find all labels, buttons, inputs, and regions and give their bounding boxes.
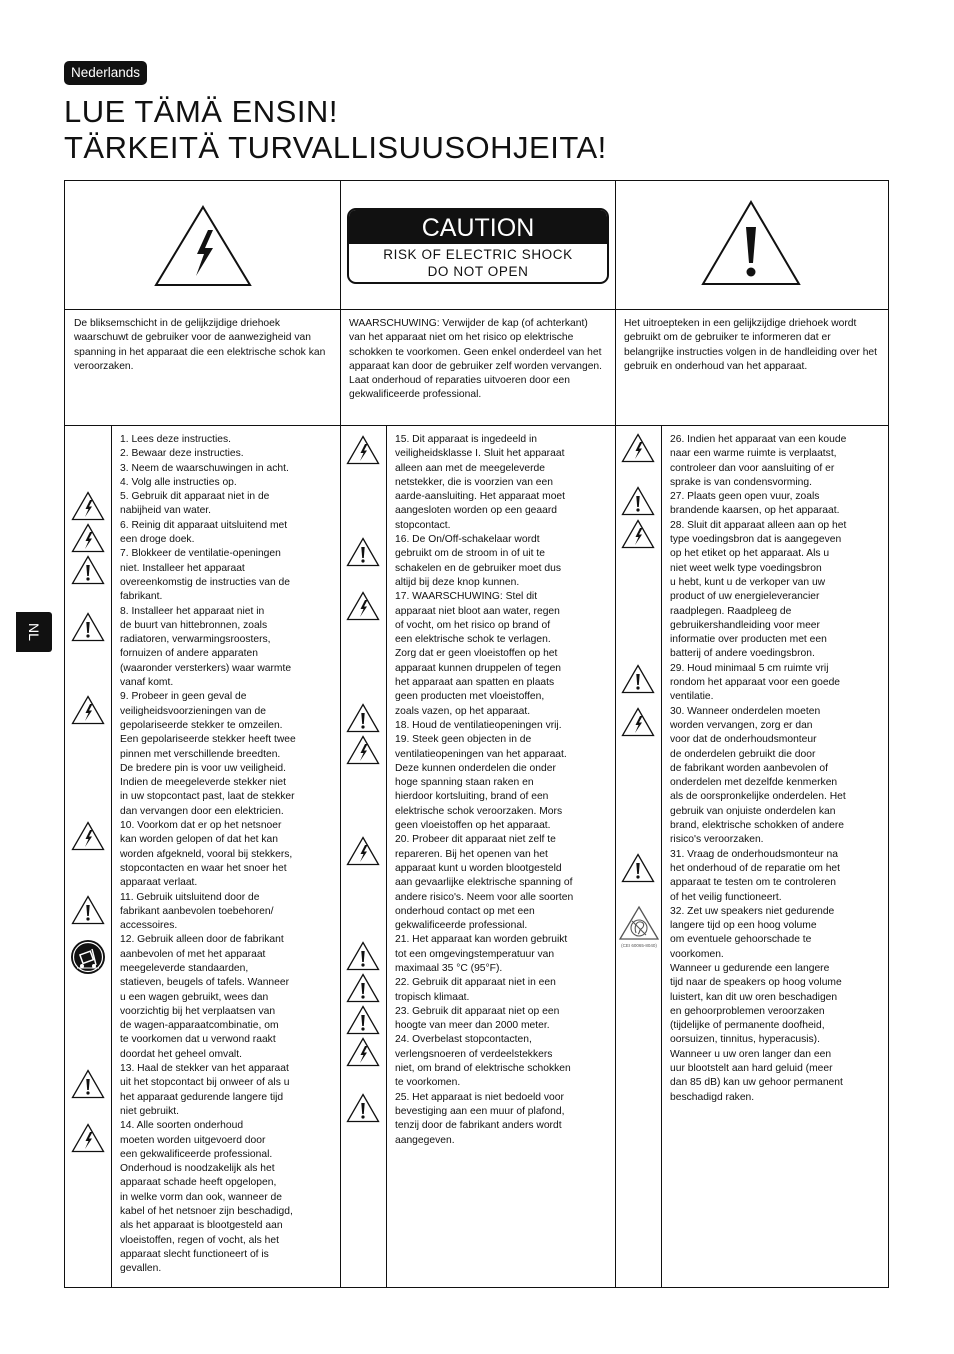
caution-heading: CAUTION xyxy=(349,210,607,244)
instruction-line: 16. De On/Off-schakelaar wordt xyxy=(395,534,540,546)
lightning-warning-icon xyxy=(346,435,380,465)
instruction-line: (waaronder versterkers) waar warmte xyxy=(120,662,292,674)
instruction-line: alleen aan met de meegeleverde xyxy=(395,462,545,474)
instruction-line: Een gepolariseerde stekker heeft twee xyxy=(120,734,296,746)
instruction-line: 8. Installeer het apparaat niet in xyxy=(120,605,265,617)
instruction-line: gebruikt om de stroom in of uit te xyxy=(395,548,545,560)
instruction-line: apparaat te testen om te controleren xyxy=(670,877,836,889)
instruction-line: altijd bij deze knop kunnen. xyxy=(395,576,520,588)
instruction-line: 30. Wanneer onderdelen moeten xyxy=(670,705,821,717)
caution-description: WAARSCHUWING: Verwijder de kap (of achterkant) van het apparaat niet om het risico op elektrische schokken te voorkomen. Geen enkel onderdeel van het apparaat kan door de gebruiker zelf worden vervangen. Laat onderhoud of reparaties uitvoeren door een gekwalificeerde professional. xyxy=(349,318,603,401)
instruction-line: aangesloten worden op een geaard xyxy=(395,505,558,517)
instruction-line: rondom het apparaat voor een goede xyxy=(670,677,841,689)
instructions-column-2 xyxy=(395,433,613,1148)
instruction-line: te voorkomen. xyxy=(395,1077,461,1089)
instruction-line: veiligheidsvoorzieningen van de xyxy=(120,705,266,717)
instruction-line: 23. Gebruik dit apparaat niet op een xyxy=(395,1005,560,1017)
instruction-line: aarde-aansluiting. Het apparaat moet xyxy=(395,491,566,503)
instruction-line: 20. Probeer dit apparaat niet zelf te xyxy=(395,834,556,846)
instruction-line: 7. Blokkeer de ventilatie-openingen xyxy=(120,548,281,560)
instruction-line: niet, om brand of elektrische schokken xyxy=(395,1063,571,1075)
instruction-line: bevestiging aan een muur of plafond, xyxy=(395,1105,565,1117)
row-divider xyxy=(65,425,888,426)
instruction-line: geen vloeistoffen op het apparaat. xyxy=(395,820,551,832)
icon-column-divider xyxy=(386,425,387,1287)
instruction-line: de fabrikant worden aanbevolen of xyxy=(670,762,828,774)
exclamation-symbol-description: Het uitroepteken in een gelijkzijdige driehoek wordt gebruikt om de gebruiker te informeren dat er belangrijke instructies volgen in de handleiding over het gebruik en onderhoud van het apparaat. xyxy=(624,318,878,372)
instruction-line: 10. Voorkom dat er op het netsnoer xyxy=(120,820,282,832)
instruction-line: te voorkomen dat u verwond raakt xyxy=(120,1034,276,1046)
instruction-line: 12. Gebruik alleen door de fabrikant xyxy=(120,934,284,946)
hearing-icon-caption: (CEI 60065-8040) xyxy=(621,943,657,948)
lightning-warning-icon xyxy=(346,735,380,765)
instruction-line: schakelen en de gebruiker moet dus xyxy=(395,562,561,574)
safety-table xyxy=(64,180,889,1288)
instruction-line: kabel of het netsnoer zijn beschadigd, xyxy=(120,1206,293,1218)
instruction-line: als de oorspronkelijke onderdelen. Het xyxy=(670,791,846,803)
instruction-line: nabijheid van water. xyxy=(120,505,212,517)
instruction-line: 3. Neem de waarschuwingen in acht. xyxy=(120,462,289,474)
instruction-line: onderdelen met dezelfde kenmerken xyxy=(670,777,838,789)
instruction-line: hierdoor kortsluiting, brand of een xyxy=(395,791,549,803)
instruction-line: type voedingsbron dat is aangegeven xyxy=(670,534,842,546)
instruction-line: 22. Gebruik dit apparaat niet in een xyxy=(395,977,556,989)
instruction-line: 26. Indien het apparaat van een koude xyxy=(670,434,847,445)
instruction-line: oorsuizen, tinnitus, hyperacusis). xyxy=(670,1034,820,1046)
instructions-column-1 xyxy=(120,433,335,1277)
instruction-line: elektrische schok veroorzaken. Mors xyxy=(395,805,563,817)
instruction-line: brandende kaarsen, op het apparaat. xyxy=(670,505,840,517)
instruction-line: apparaat verlaat. xyxy=(120,877,198,889)
instruction-line: tot een omgevingstemperatuur van xyxy=(395,948,555,960)
instruction-line: het onderhoud of de reparatie om het xyxy=(670,862,841,874)
instruction-line: gekwalificeerde professional. xyxy=(395,920,528,932)
instruction-line: niet. Installeer het apparaat xyxy=(120,562,245,574)
instruction-line: vloeistoffen, regen of vocht, als het xyxy=(120,1234,279,1246)
instruction-line: het apparaat gedurende langere tijd xyxy=(120,1091,284,1103)
instruction-line: de wagen-apparaatcombinatie, om xyxy=(120,1020,279,1032)
instruction-line: repareren. Bij het openen van het xyxy=(395,848,548,860)
instruction-line: apparaat schade heeft opgelopen, xyxy=(120,1177,277,1189)
instruction-line: aangegeven. xyxy=(395,1134,455,1146)
instruction-line: tropisch klimaat. xyxy=(395,991,470,1003)
exclamation-warning-icon xyxy=(346,537,380,567)
exclamation-warning-icon xyxy=(700,199,802,287)
side-language-tab: NL xyxy=(16,612,52,652)
instruction-line: worden afgeknеld, vooral bij stekkers, xyxy=(120,848,293,860)
instruction-line: 2. Bewaar deze instructies. xyxy=(120,448,244,460)
instruction-line: overeenkomstig de instructies van de xyxy=(120,576,290,588)
instruction-line: 17. WAARSCHUWING: Stel dit xyxy=(395,591,538,603)
row-divider xyxy=(65,309,888,310)
instruction-line: 11. Gebruik uitsluitend door de xyxy=(120,891,260,903)
instruction-line: uur blootstelt aan hard geluid (meer xyxy=(670,1063,833,1075)
instruction-line: veiligheidsklasse I. Sluit het apparaat xyxy=(395,448,565,460)
lightning-warning-icon xyxy=(71,695,105,725)
exclamation-warning-icon xyxy=(346,941,380,971)
instruction-line: u hebt, kunt u de verkoper van uw xyxy=(670,576,826,588)
instruction-line: of het veilig functioneert. xyxy=(670,891,782,903)
instruction-line: 1. Lees deze instructies. xyxy=(120,434,232,445)
instruction-line: stopcontacten en waar het snoer het xyxy=(120,862,287,874)
exclamation-warning-icon xyxy=(71,895,105,925)
instruction-line: gepolariseerde stekker te omzeilen. xyxy=(120,719,283,731)
instruction-line: gebruik van onjuiste onderdelen kan xyxy=(670,805,836,817)
instruction-line: raadplegen. Raadpleeg de xyxy=(670,605,792,617)
instruction-line: pinnen met verschillende breedten. xyxy=(120,748,281,760)
lightning-warning-icon xyxy=(71,491,105,521)
instruction-line: netstekker, die is voorzien van een xyxy=(395,476,553,488)
instruction-line: voorzichtig bij het verplaatsen van xyxy=(120,1005,276,1017)
instruction-line: 28. Sluit dit apparaat alleen aan op het xyxy=(670,519,847,531)
exclamation-warning-icon xyxy=(346,703,380,733)
instruction-line: gebruikershandleiding voor meer xyxy=(670,619,820,631)
instruction-line: vanaf komt. xyxy=(120,677,174,689)
instruction-line: fabrikant aanbevolen toebehoren/ xyxy=(120,905,274,917)
instruction-line: zoals vazen, op het apparaat. xyxy=(395,705,531,717)
icon-column-divider xyxy=(661,425,662,1287)
instruction-line: Wanneer u uw oren langer dan een xyxy=(670,1048,832,1060)
instruction-line: 15. Dit apparaat is ingedeeld in xyxy=(395,434,537,445)
instruction-line: een gekwalificeerde professional. xyxy=(120,1148,273,1160)
instruction-line: 4. Volg alle instructies op. xyxy=(120,476,237,488)
instruction-line: langere tijd op een hoog volume xyxy=(670,920,817,932)
instruction-line: brand, elektrische schokken of andere xyxy=(670,820,845,832)
page-title xyxy=(64,94,607,166)
lightning-warning-icon xyxy=(71,821,105,851)
instruction-line: in welke vorm dan ook, wanneer de xyxy=(120,1191,282,1203)
lightning-warning-icon xyxy=(71,523,105,553)
instruction-line: of vocht, om het risico op brand of xyxy=(395,619,551,631)
instruction-line: 5. Gebruik dit apparaat niet in de xyxy=(120,491,270,503)
instruction-line: verlengsnoeren of verdeelstekkers xyxy=(395,1048,553,1060)
column-divider xyxy=(340,181,341,1287)
exclamation-warning-icon xyxy=(621,664,655,694)
instruction-line: (tijdelijke of permanente doofheid, xyxy=(670,1020,825,1032)
instruction-line: om eventuele gehoorschade te xyxy=(670,934,812,946)
instruction-line: in uw stopcontact past, laat de stekker xyxy=(120,791,295,803)
instruction-line: ventilatie. xyxy=(670,691,714,703)
instruction-line: gevallen. xyxy=(120,1263,162,1275)
instruction-line: 19. Steek geen objecten in de xyxy=(395,734,532,746)
instruction-line: 25. Het apparaat is niet bedoeld voor xyxy=(395,1091,564,1103)
exclamation-warning-icon xyxy=(621,486,655,516)
instruction-line: meegeleverde standaarden, xyxy=(120,962,249,974)
instruction-line: controleer dan voor aansluiting of er xyxy=(670,462,835,474)
lightning-warning-icon xyxy=(346,1037,380,1067)
instruction-line: 29. Houd minimaal 5 cm ruimte vrij xyxy=(670,662,829,674)
instruction-line: aan gevaarlijke elektrische spanning of xyxy=(395,877,573,889)
instruction-line: fornuizen of andere apparaten xyxy=(120,648,258,660)
instruction-line: en gehoorproblemen veroorzaken xyxy=(670,1005,825,1017)
instruction-line: product of uw energieleverancier xyxy=(670,591,820,603)
instruction-line: moeten worden uitgevoerd door xyxy=(120,1134,266,1146)
instruction-line: Indien de meegeleverde stekker niet xyxy=(120,777,286,789)
instruction-line: niet gebruikt. xyxy=(120,1105,179,1117)
exclamation-warning-icon xyxy=(346,1093,380,1123)
instruction-line: fabrikant. xyxy=(120,591,163,603)
instruction-line: risico's veroorzaken. xyxy=(670,834,764,846)
instruction-line: hoogte van meer dan 2000 meter. xyxy=(395,1020,550,1032)
lightning-warning-icon xyxy=(71,1123,105,1153)
instruction-line: tenzij door de fabrikant anders wordt xyxy=(395,1120,562,1132)
lightning-symbol-description: De bliksemschicht in de gelijkzijdige driehoek waarschuwt de gebruiker voor de aanwezigheid van spanning in het apparaat die een elektrische schok kan veroorzaken. xyxy=(74,318,326,372)
title-line-2: TÄRKEITÄ TURVALLISUUSOHJEITA! xyxy=(64,130,607,165)
caution-subtext: RISK OF ELECTRIC SHOCK DO NOT OPEN xyxy=(383,247,573,279)
instruction-line: op het etiket op het apparaat. Als u xyxy=(670,548,830,560)
instruction-line: 27. Plaats geen open vuur, zoals xyxy=(670,491,820,503)
instruction-line: hoge spanning staan raken en xyxy=(395,777,534,789)
exclamation-warning-icon xyxy=(346,1005,380,1035)
lightning-warning-icon xyxy=(621,707,655,737)
instruction-line: u een wagen gebruikt, wees dan xyxy=(120,991,269,1003)
instruction-line: onderhoud contact op met een xyxy=(395,905,535,917)
instruction-line: statieven, beugels of tafels. Wanneer xyxy=(120,977,290,989)
instruction-line: radiatoren, verwarmingsroosters, xyxy=(120,634,271,646)
instruction-line: ventilatieopeningen van het apparaat. xyxy=(395,748,567,760)
instruction-line: apparaat kunt u worden blootgesteld xyxy=(395,862,562,874)
instruction-line: Zorg dat er geen vloeistoffen op het xyxy=(395,648,558,660)
instruction-line: apparaat kunnen druppelen of tegen xyxy=(395,662,562,674)
instruction-line: een droge doek. xyxy=(120,534,195,546)
exclamation-warning-icon xyxy=(71,612,105,642)
instruction-line: andere risico's. Neem voor alle soorten xyxy=(395,891,574,903)
no-cart-tipover-icon xyxy=(70,939,106,975)
instruction-line: dan 85 dB) kan uw gehoor permanent xyxy=(670,1077,843,1089)
exclamation-warning-icon xyxy=(346,973,380,1003)
caution-label xyxy=(347,208,609,284)
instruction-line: 21. Het apparaat kan worden gebruikt xyxy=(395,934,568,946)
instruction-line: beschadigd raken. xyxy=(670,1091,755,1103)
instruction-line: tijd naar de speakers op hoog volume xyxy=(670,977,842,989)
lightning-warning-icon xyxy=(621,433,655,463)
language-badge: Nederlands xyxy=(64,61,147,85)
instruction-line: Wanneer u gedurende een langere xyxy=(670,962,830,974)
instruction-line: accessoires. xyxy=(120,920,178,932)
instruction-line: dan vervangen door een elektricien. xyxy=(120,805,284,817)
instruction-line: niet weet welk type voedingsbron xyxy=(670,562,822,574)
lightning-warning-icon xyxy=(346,591,380,621)
lightning-warning-icon xyxy=(153,204,253,288)
instruction-line: 9. Probeer in geen geval de xyxy=(120,691,247,703)
hearing-damage-icon xyxy=(618,905,660,943)
instruction-line: 13. Haal de stekker van het apparaat xyxy=(120,1063,289,1075)
instruction-line: uit het stopcontact bij onweer of als u xyxy=(120,1077,290,1089)
lightning-warning-icon xyxy=(621,519,655,549)
instruction-line: apparaat niet bloot aan water, regen xyxy=(395,605,560,617)
instruction-line: de onderdelen gebruikt die door xyxy=(670,748,816,760)
column-divider xyxy=(615,181,616,1287)
instruction-line: batterij of andere voedingsbron. xyxy=(670,648,815,660)
instruction-line: een elektrische schok te verlagen. xyxy=(395,634,551,646)
instructions-column-3 xyxy=(670,433,886,1105)
instruction-line: 32. Zet uw speakers niet gedurende xyxy=(670,905,835,917)
instruction-line: de buurt van hittebronnen, zoals xyxy=(120,619,268,631)
instruction-line: De bredere pin is voor uw veiligheid. xyxy=(120,762,286,774)
instruction-line: Deze kunnen onderdelen die onder xyxy=(395,762,556,774)
instruction-line: doordat het geheel omvalt. xyxy=(120,1048,242,1060)
instruction-line: 31. Vraag de onderhoudsmonteur na xyxy=(670,848,838,860)
instruction-line: sprake is van condensvorming. xyxy=(670,476,812,488)
instruction-line: maximaal 35 °C (95°F). xyxy=(395,962,503,974)
instruction-line: geen producten met vloeistoffen, xyxy=(395,691,545,703)
instruction-line: aanbevolen of met het apparaat xyxy=(120,948,266,960)
instruction-line: naar een warme ruimte is verplaatst, xyxy=(670,448,837,460)
exclamation-warning-icon xyxy=(71,1069,105,1099)
icon-column-divider xyxy=(111,425,112,1287)
instruction-line: apparaat slecht functioneert of is xyxy=(120,1248,269,1260)
instruction-line: luistert, kan dit uw oren beschadigen xyxy=(670,991,838,1003)
instruction-line: informatie over producten met een xyxy=(670,634,827,646)
instruction-line: kan worden gelopen of dat het kan xyxy=(120,834,279,846)
instruction-line: stopcontact. xyxy=(395,519,451,531)
instruction-line: worden vervangen, zorg er dan xyxy=(670,719,813,731)
instruction-line: als het apparaat is blootgesteld aan xyxy=(120,1220,283,1232)
instruction-line: voor dat de onderhoudsmonteur xyxy=(670,734,817,746)
title-line-1: LUE TÄMÄ ENSIN! xyxy=(64,94,338,129)
exclamation-warning-icon xyxy=(621,853,655,883)
instruction-line: 6. Reinig dit apparaat uitsluitend met xyxy=(120,519,288,531)
instruction-line: 24. Overbelast stopcontacten, xyxy=(395,1034,532,1046)
lightning-warning-icon xyxy=(346,836,380,866)
instruction-line: het apparaat aan spatten en plaats xyxy=(395,677,555,689)
instruction-line: 18. Houd de ventilatieopeningen vrij. xyxy=(395,719,562,731)
exclamation-warning-icon xyxy=(71,555,105,585)
instruction-line: Onderhoud is noodzakelijk als het xyxy=(120,1163,275,1175)
instruction-line: voorkomen. xyxy=(670,948,724,960)
instruction-line: 14. Alle soorten onderhoud xyxy=(120,1120,244,1132)
